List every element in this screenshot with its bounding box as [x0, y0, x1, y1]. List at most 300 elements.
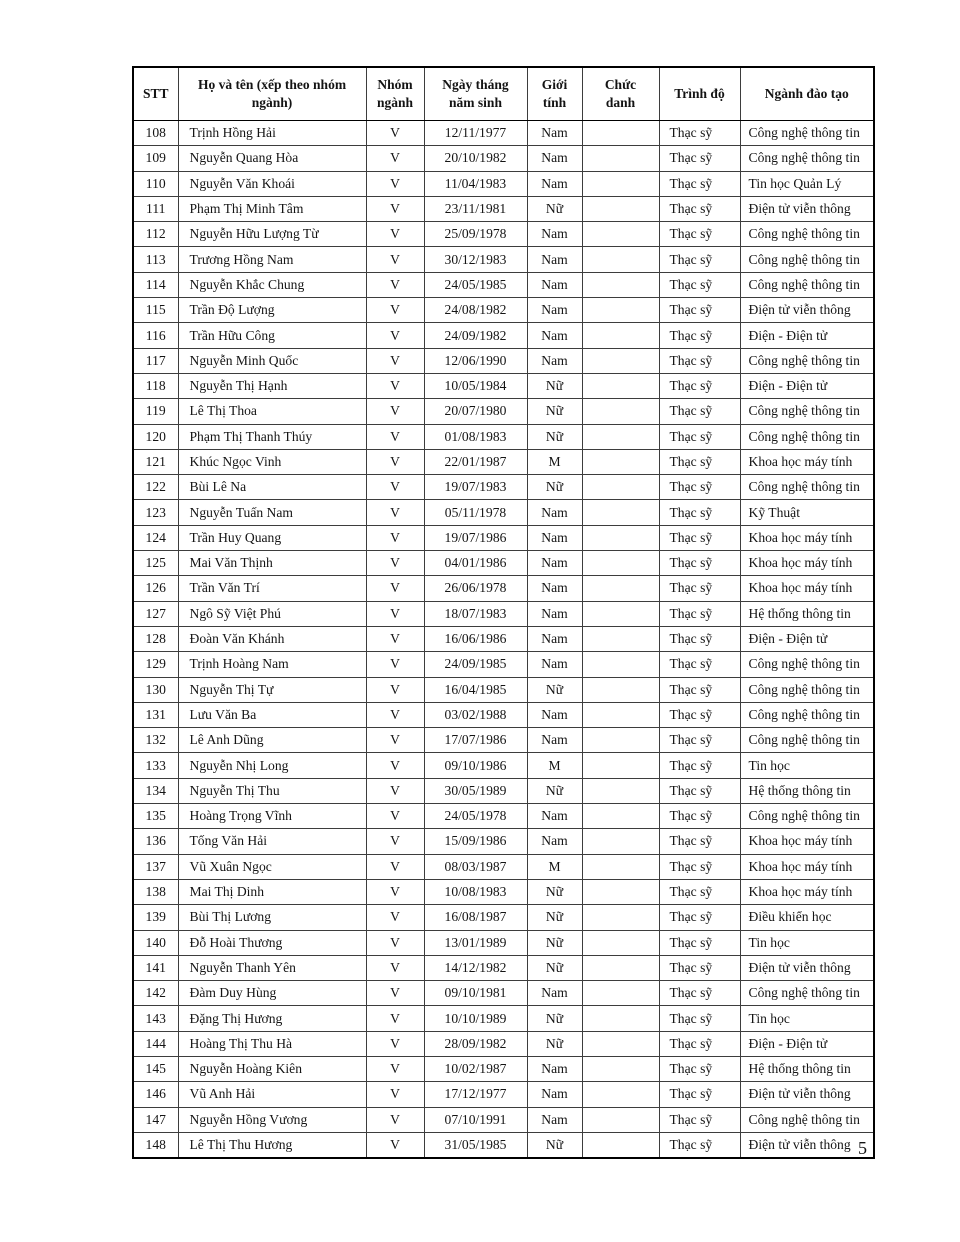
table-cell: Thạc sỹ: [659, 728, 740, 753]
table-cell: V: [366, 348, 424, 373]
table-row: [133, 121, 874, 146]
table-cell: Nguyễn Hoàng Kiên: [178, 1056, 366, 1081]
table-cell: V: [366, 222, 424, 247]
table-cell: Công nghệ thông tin: [740, 652, 874, 677]
table-cell: 16/04/1985: [424, 677, 527, 702]
table-cell: 141: [133, 955, 178, 980]
table-cell: Khoa học máy tính: [740, 576, 874, 601]
table-cell: V: [366, 804, 424, 829]
table-row: [133, 702, 874, 727]
table-cell: Khoa học máy tính: [740, 551, 874, 576]
table-cell: V: [366, 1031, 424, 1056]
table-cell: V: [366, 728, 424, 753]
table-cell: Nguyễn Thanh Yên: [178, 955, 366, 980]
table-cell: Điện - Điện tử: [740, 323, 874, 348]
table-cell: Công nghệ thông tin: [740, 272, 874, 297]
table-cell: 23/11/1981: [424, 196, 527, 221]
table-row: [133, 1031, 874, 1056]
table-cell: V: [366, 626, 424, 651]
table-cell: V: [366, 475, 424, 500]
table-cell: Lê Thị Thoa: [178, 399, 366, 424]
table-cell: Nữ: [527, 955, 582, 980]
table-cell: V: [366, 905, 424, 930]
table-cell: [582, 525, 659, 550]
table-cell: Nguyễn Minh Quốc: [178, 348, 366, 373]
table-cell: 147: [133, 1107, 178, 1132]
table-cell: V: [366, 500, 424, 525]
table-cell: [582, 804, 659, 829]
table-cell: 17/07/1986: [424, 728, 527, 753]
table-cell: Công nghệ thông tin: [740, 804, 874, 829]
table-cell: 10/02/1987: [424, 1056, 527, 1081]
table-cell: Nữ: [527, 475, 582, 500]
table-cell: V: [366, 196, 424, 221]
table-row: [133, 905, 874, 930]
table-cell: 24/09/1985: [424, 652, 527, 677]
table-cell: Thạc sỹ: [659, 829, 740, 854]
table-cell: Trần Độ Lượng: [178, 298, 366, 323]
table-cell: Điện tử viễn thông: [740, 1082, 874, 1107]
table-cell: 140: [133, 930, 178, 955]
table-cell: Đỗ Hoài Thương: [178, 930, 366, 955]
table-cell: 143: [133, 1006, 178, 1031]
table-cell: 135: [133, 804, 178, 829]
column-header: Ngành đào tạo: [740, 67, 874, 121]
table-row: [133, 930, 874, 955]
table-cell: V: [366, 702, 424, 727]
table-cell: [582, 1056, 659, 1081]
table-cell: Công nghệ thông tin: [740, 247, 874, 272]
table-cell: 13/01/1989: [424, 930, 527, 955]
table-cell: [582, 298, 659, 323]
table-cell: Thạc sỹ: [659, 1107, 740, 1132]
table-cell: V: [366, 1056, 424, 1081]
table-cell: Nam: [527, 728, 582, 753]
table-cell: V: [366, 652, 424, 677]
table-cell: V: [366, 955, 424, 980]
table-cell: Nữ: [527, 1006, 582, 1031]
table-cell: M: [527, 854, 582, 879]
table-cell: Vũ Xuân Ngọc: [178, 854, 366, 879]
table-cell: V: [366, 677, 424, 702]
table-cell: [582, 753, 659, 778]
table-cell: Nam: [527, 500, 582, 525]
table-cell: Mai Văn Thịnh: [178, 551, 366, 576]
table-cell: V: [366, 449, 424, 474]
table-row: [133, 677, 874, 702]
table-cell: M: [527, 449, 582, 474]
table-cell: 11/04/1983: [424, 171, 527, 196]
table-cell: [582, 1132, 659, 1158]
table-cell: Thạc sỹ: [659, 298, 740, 323]
table-cell: 117: [133, 348, 178, 373]
table-cell: Nam: [527, 348, 582, 373]
table-cell: V: [366, 323, 424, 348]
column-header: Nhóm ngành: [366, 67, 424, 121]
table-cell: Tống Văn Hải: [178, 829, 366, 854]
table-cell: [582, 272, 659, 297]
table-cell: Thạc sỹ: [659, 196, 740, 221]
table-cell: 115: [133, 298, 178, 323]
table-row: [133, 373, 874, 398]
table-cell: [582, 449, 659, 474]
table-cell: 129: [133, 652, 178, 677]
table-cell: Nam: [527, 272, 582, 297]
table-cell: Nữ: [527, 677, 582, 702]
table-cell: [582, 551, 659, 576]
table-cell: Thạc sỹ: [659, 1006, 740, 1031]
table-cell: Nguyễn Hữu Lượng Từ: [178, 222, 366, 247]
table-cell: 19/07/1986: [424, 525, 527, 550]
table-cell: Công nghệ thông tin: [740, 348, 874, 373]
table-cell: [582, 728, 659, 753]
table-cell: Hoàng Trọng Vĩnh: [178, 804, 366, 829]
table-row: [133, 981, 874, 1006]
table-cell: Nữ: [527, 196, 582, 221]
table-cell: 30/12/1983: [424, 247, 527, 272]
table-cell: Mai Thị Dinh: [178, 879, 366, 904]
table-cell: Nữ: [527, 399, 582, 424]
table-row: [133, 146, 874, 171]
table-row: [133, 626, 874, 651]
table-cell: Lê Thị Thu Hương: [178, 1132, 366, 1158]
header-row: [133, 67, 874, 121]
table-cell: 24/09/1982: [424, 323, 527, 348]
table-cell: 12/11/1977: [424, 121, 527, 146]
table-cell: 114: [133, 272, 178, 297]
table-cell: Nam: [527, 702, 582, 727]
table-cell: 119: [133, 399, 178, 424]
table-row: [133, 399, 874, 424]
table-cell: Nam: [527, 829, 582, 854]
table-cell: Nguyễn Thị Thu: [178, 778, 366, 803]
table-cell: Điện - Điện tử: [740, 373, 874, 398]
table-cell: 144: [133, 1031, 178, 1056]
table-cell: Nguyễn Thị Tự: [178, 677, 366, 702]
table-cell: 24/05/1985: [424, 272, 527, 297]
table-cell: Thạc sỹ: [659, 601, 740, 626]
table-cell: [582, 1031, 659, 1056]
table-cell: Ngô Sỹ Việt Phú: [178, 601, 366, 626]
table-cell: Thạc sỹ: [659, 121, 740, 146]
table-cell: 145: [133, 1056, 178, 1081]
table-cell: Đàm Duy Hùng: [178, 981, 366, 1006]
table-row: [133, 500, 874, 525]
table-cell: 07/10/1991: [424, 1107, 527, 1132]
table-cell: 112: [133, 222, 178, 247]
table-cell: Công nghệ thông tin: [740, 981, 874, 1006]
table-cell: 120: [133, 424, 178, 449]
table-cell: V: [366, 576, 424, 601]
table-cell: [582, 854, 659, 879]
table-cell: 31/05/1985: [424, 1132, 527, 1158]
table-cell: 16/08/1987: [424, 905, 527, 930]
table-cell: 113: [133, 247, 178, 272]
table-cell: Công nghệ thông tin: [740, 1107, 874, 1132]
table-cell: Công nghệ thông tin: [740, 475, 874, 500]
table-cell: V: [366, 424, 424, 449]
table-cell: Nữ: [527, 1031, 582, 1056]
table-cell: Nguyễn Thị Hạnh: [178, 373, 366, 398]
table-cell: Nữ: [527, 1132, 582, 1158]
table-cell: Hệ thống thông tin: [740, 778, 874, 803]
table-cell: Nguyễn Hồng Vương: [178, 1107, 366, 1132]
table-cell: Nữ: [527, 905, 582, 930]
table-cell: 26/06/1978: [424, 576, 527, 601]
table-cell: Phạm Thị Thanh Thúy: [178, 424, 366, 449]
table-row: [133, 222, 874, 247]
table-cell: V: [366, 1082, 424, 1107]
table-cell: Thạc sỹ: [659, 879, 740, 904]
table-cell: V: [366, 121, 424, 146]
table-cell: Nam: [527, 652, 582, 677]
table-cell: Trần Hữu Công: [178, 323, 366, 348]
table-cell: 108: [133, 121, 178, 146]
table-cell: 130: [133, 677, 178, 702]
table-cell: V: [366, 778, 424, 803]
table-cell: V: [366, 247, 424, 272]
table-cell: 116: [133, 323, 178, 348]
table-row: [133, 247, 874, 272]
table-cell: Hoàng Thị Thu Hà: [178, 1031, 366, 1056]
table-cell: Nam: [527, 1082, 582, 1107]
table-cell: V: [366, 171, 424, 196]
table-cell: Thạc sỹ: [659, 348, 740, 373]
table-cell: 15/09/1986: [424, 829, 527, 854]
table-cell: Nguyễn Nhị Long: [178, 753, 366, 778]
table-cell: Thạc sỹ: [659, 1031, 740, 1056]
table-cell: Thạc sỹ: [659, 323, 740, 348]
table-cell: 111: [133, 196, 178, 221]
table-row: [133, 1132, 874, 1158]
table-cell: [582, 399, 659, 424]
table-cell: Nam: [527, 804, 582, 829]
table-cell: Thạc sỹ: [659, 955, 740, 980]
table-cell: Thạc sỹ: [659, 778, 740, 803]
table-cell: Tin học Quản Lý: [740, 171, 874, 196]
table-cell: 125: [133, 551, 178, 576]
table-cell: [582, 171, 659, 196]
table-cell: Thạc sỹ: [659, 373, 740, 398]
table-cell: 17/12/1977: [424, 1082, 527, 1107]
table-cell: [582, 981, 659, 1006]
table-cell: V: [366, 879, 424, 904]
table-row: [133, 652, 874, 677]
table-cell: Nam: [527, 222, 582, 247]
table-row: [133, 525, 874, 550]
table-row: [133, 323, 874, 348]
table-cell: V: [366, 298, 424, 323]
table-cell: Thạc sỹ: [659, 677, 740, 702]
table-cell: V: [366, 272, 424, 297]
table-cell: Kỹ Thuật: [740, 500, 874, 525]
table-row: [133, 879, 874, 904]
table-cell: 137: [133, 854, 178, 879]
table-cell: 22/01/1987: [424, 449, 527, 474]
table-cell: Thạc sỹ: [659, 146, 740, 171]
table-cell: Khoa học máy tính: [740, 525, 874, 550]
table-cell: [582, 146, 659, 171]
table-cell: Nữ: [527, 930, 582, 955]
table-cell: [582, 879, 659, 904]
table-cell: Khoa học máy tính: [740, 879, 874, 904]
table-cell: Nam: [527, 981, 582, 1006]
table-cell: Nam: [527, 551, 582, 576]
table-cell: Thạc sỹ: [659, 804, 740, 829]
table-cell: 123: [133, 500, 178, 525]
page-number: 5: [858, 1138, 867, 1158]
table-cell: 126: [133, 576, 178, 601]
table-cell: [582, 323, 659, 348]
table-row: [133, 955, 874, 980]
table-cell: 138: [133, 879, 178, 904]
table-cell: Khoa học máy tính: [740, 854, 874, 879]
table-cell: 110: [133, 171, 178, 196]
table-cell: 139: [133, 905, 178, 930]
table-cell: Thạc sỹ: [659, 1132, 740, 1158]
table-cell: Trần Văn Trí: [178, 576, 366, 601]
table-row: [133, 854, 874, 879]
table-cell: Điện tử viễn thông: [740, 1132, 874, 1158]
table-cell: [582, 778, 659, 803]
table-cell: V: [366, 930, 424, 955]
table-cell: M: [527, 753, 582, 778]
table-cell: 16/06/1986: [424, 626, 527, 651]
table-cell: Công nghệ thông tin: [740, 222, 874, 247]
table-cell: Công nghệ thông tin: [740, 399, 874, 424]
table-cell: Lưu Văn Ba: [178, 702, 366, 727]
table-cell: Thạc sỹ: [659, 854, 740, 879]
table-cell: Thạc sỹ: [659, 222, 740, 247]
table-cell: 24/05/1978: [424, 804, 527, 829]
table-cell: 128: [133, 626, 178, 651]
table-cell: [582, 121, 659, 146]
table-cell: 18/07/1983: [424, 601, 527, 626]
table-cell: Nam: [527, 121, 582, 146]
table-row: [133, 753, 874, 778]
table-cell: [582, 222, 659, 247]
table-cell: Nam: [527, 171, 582, 196]
table-cell: [582, 930, 659, 955]
table-body: [133, 121, 874, 1159]
table-cell: Tin học: [740, 753, 874, 778]
column-header: STT: [133, 67, 178, 121]
column-header: Chức danh: [582, 67, 659, 121]
table-cell: Nam: [527, 576, 582, 601]
table-row: [133, 1082, 874, 1107]
column-header: Họ và tên (xếp theo nhóm ngành): [178, 67, 366, 121]
table-cell: 10/08/1983: [424, 879, 527, 904]
table-cell: Nữ: [527, 373, 582, 398]
table-cell: Thạc sỹ: [659, 525, 740, 550]
table-cell: Thạc sỹ: [659, 171, 740, 196]
table-cell: [582, 348, 659, 373]
table-cell: Thạc sỹ: [659, 930, 740, 955]
table-cell: V: [366, 551, 424, 576]
table-cell: Thạc sỹ: [659, 272, 740, 297]
table-row: [133, 804, 874, 829]
table-row: [133, 551, 874, 576]
table-cell: [582, 1107, 659, 1132]
table-cell: Nguyễn Khắc Chung: [178, 272, 366, 297]
table-cell: Thạc sỹ: [659, 424, 740, 449]
table-row: [133, 829, 874, 854]
table-cell: [582, 424, 659, 449]
table-row: [133, 576, 874, 601]
table-cell: Hệ thống thông tin: [740, 1056, 874, 1081]
table-cell: Trịnh Hồng Hải: [178, 121, 366, 146]
table-row: [133, 171, 874, 196]
table-cell: [582, 702, 659, 727]
table-cell: 118: [133, 373, 178, 398]
table-cell: Thạc sỹ: [659, 652, 740, 677]
column-header: Ngày tháng năm sinh: [424, 67, 527, 121]
table-cell: 142: [133, 981, 178, 1006]
table-cell: Khoa học máy tính: [740, 829, 874, 854]
table-cell: Thạc sỹ: [659, 626, 740, 651]
table-cell: Thạc sỹ: [659, 753, 740, 778]
table-cell: Khoa học máy tính: [740, 449, 874, 474]
table-cell: Nữ: [527, 778, 582, 803]
table-cell: Công nghệ thông tin: [740, 146, 874, 171]
table-cell: V: [366, 146, 424, 171]
column-header: Trình độ: [659, 67, 740, 121]
table-cell: Công nghệ thông tin: [740, 677, 874, 702]
table-cell: 04/01/1986: [424, 551, 527, 576]
table-cell: V: [366, 373, 424, 398]
table-cell: 03/02/1988: [424, 702, 527, 727]
table-cell: Đoàn Văn Khánh: [178, 626, 366, 651]
table-row: [133, 475, 874, 500]
table-cell: Điện - Điện tử: [740, 1031, 874, 1056]
table-row: [133, 601, 874, 626]
table-cell: [582, 652, 659, 677]
table-cell: Thạc sỹ: [659, 576, 740, 601]
table-cell: 28/09/1982: [424, 1031, 527, 1056]
table-cell: Vũ Anh Hải: [178, 1082, 366, 1107]
table-cell: Nguyễn Quang Hòa: [178, 146, 366, 171]
table-cell: V: [366, 1132, 424, 1158]
table-cell: Lê Anh Dũng: [178, 728, 366, 753]
table-cell: Phạm Thị Minh Tâm: [178, 196, 366, 221]
table-cell: Điện tử viễn thông: [740, 196, 874, 221]
table-row: [133, 1107, 874, 1132]
table-cell: 10/05/1984: [424, 373, 527, 398]
table-cell: Nam: [527, 601, 582, 626]
table-cell: Khúc Ngọc Vinh: [178, 449, 366, 474]
table-cell: Nam: [527, 626, 582, 651]
table-cell: Nam: [527, 146, 582, 171]
table-cell: Điện tử viễn thông: [740, 298, 874, 323]
table-cell: [582, 475, 659, 500]
table-row: [133, 348, 874, 373]
table-cell: Công nghệ thông tin: [740, 121, 874, 146]
table-cell: Trần Huy Quang: [178, 525, 366, 550]
table-cell: 131: [133, 702, 178, 727]
table-cell: Nữ: [527, 879, 582, 904]
table-row: [133, 778, 874, 803]
table-cell: 146: [133, 1082, 178, 1107]
table-cell: 121: [133, 449, 178, 474]
table-cell: Nam: [527, 525, 582, 550]
table-row: [133, 272, 874, 297]
table-cell: Điện tử viễn thông: [740, 955, 874, 980]
table-cell: V: [366, 601, 424, 626]
table-cell: Điện - Điện tử: [740, 626, 874, 651]
table-cell: 25/09/1978: [424, 222, 527, 247]
table-cell: Nữ: [527, 424, 582, 449]
table-cell: Bùi Thị Lương: [178, 905, 366, 930]
